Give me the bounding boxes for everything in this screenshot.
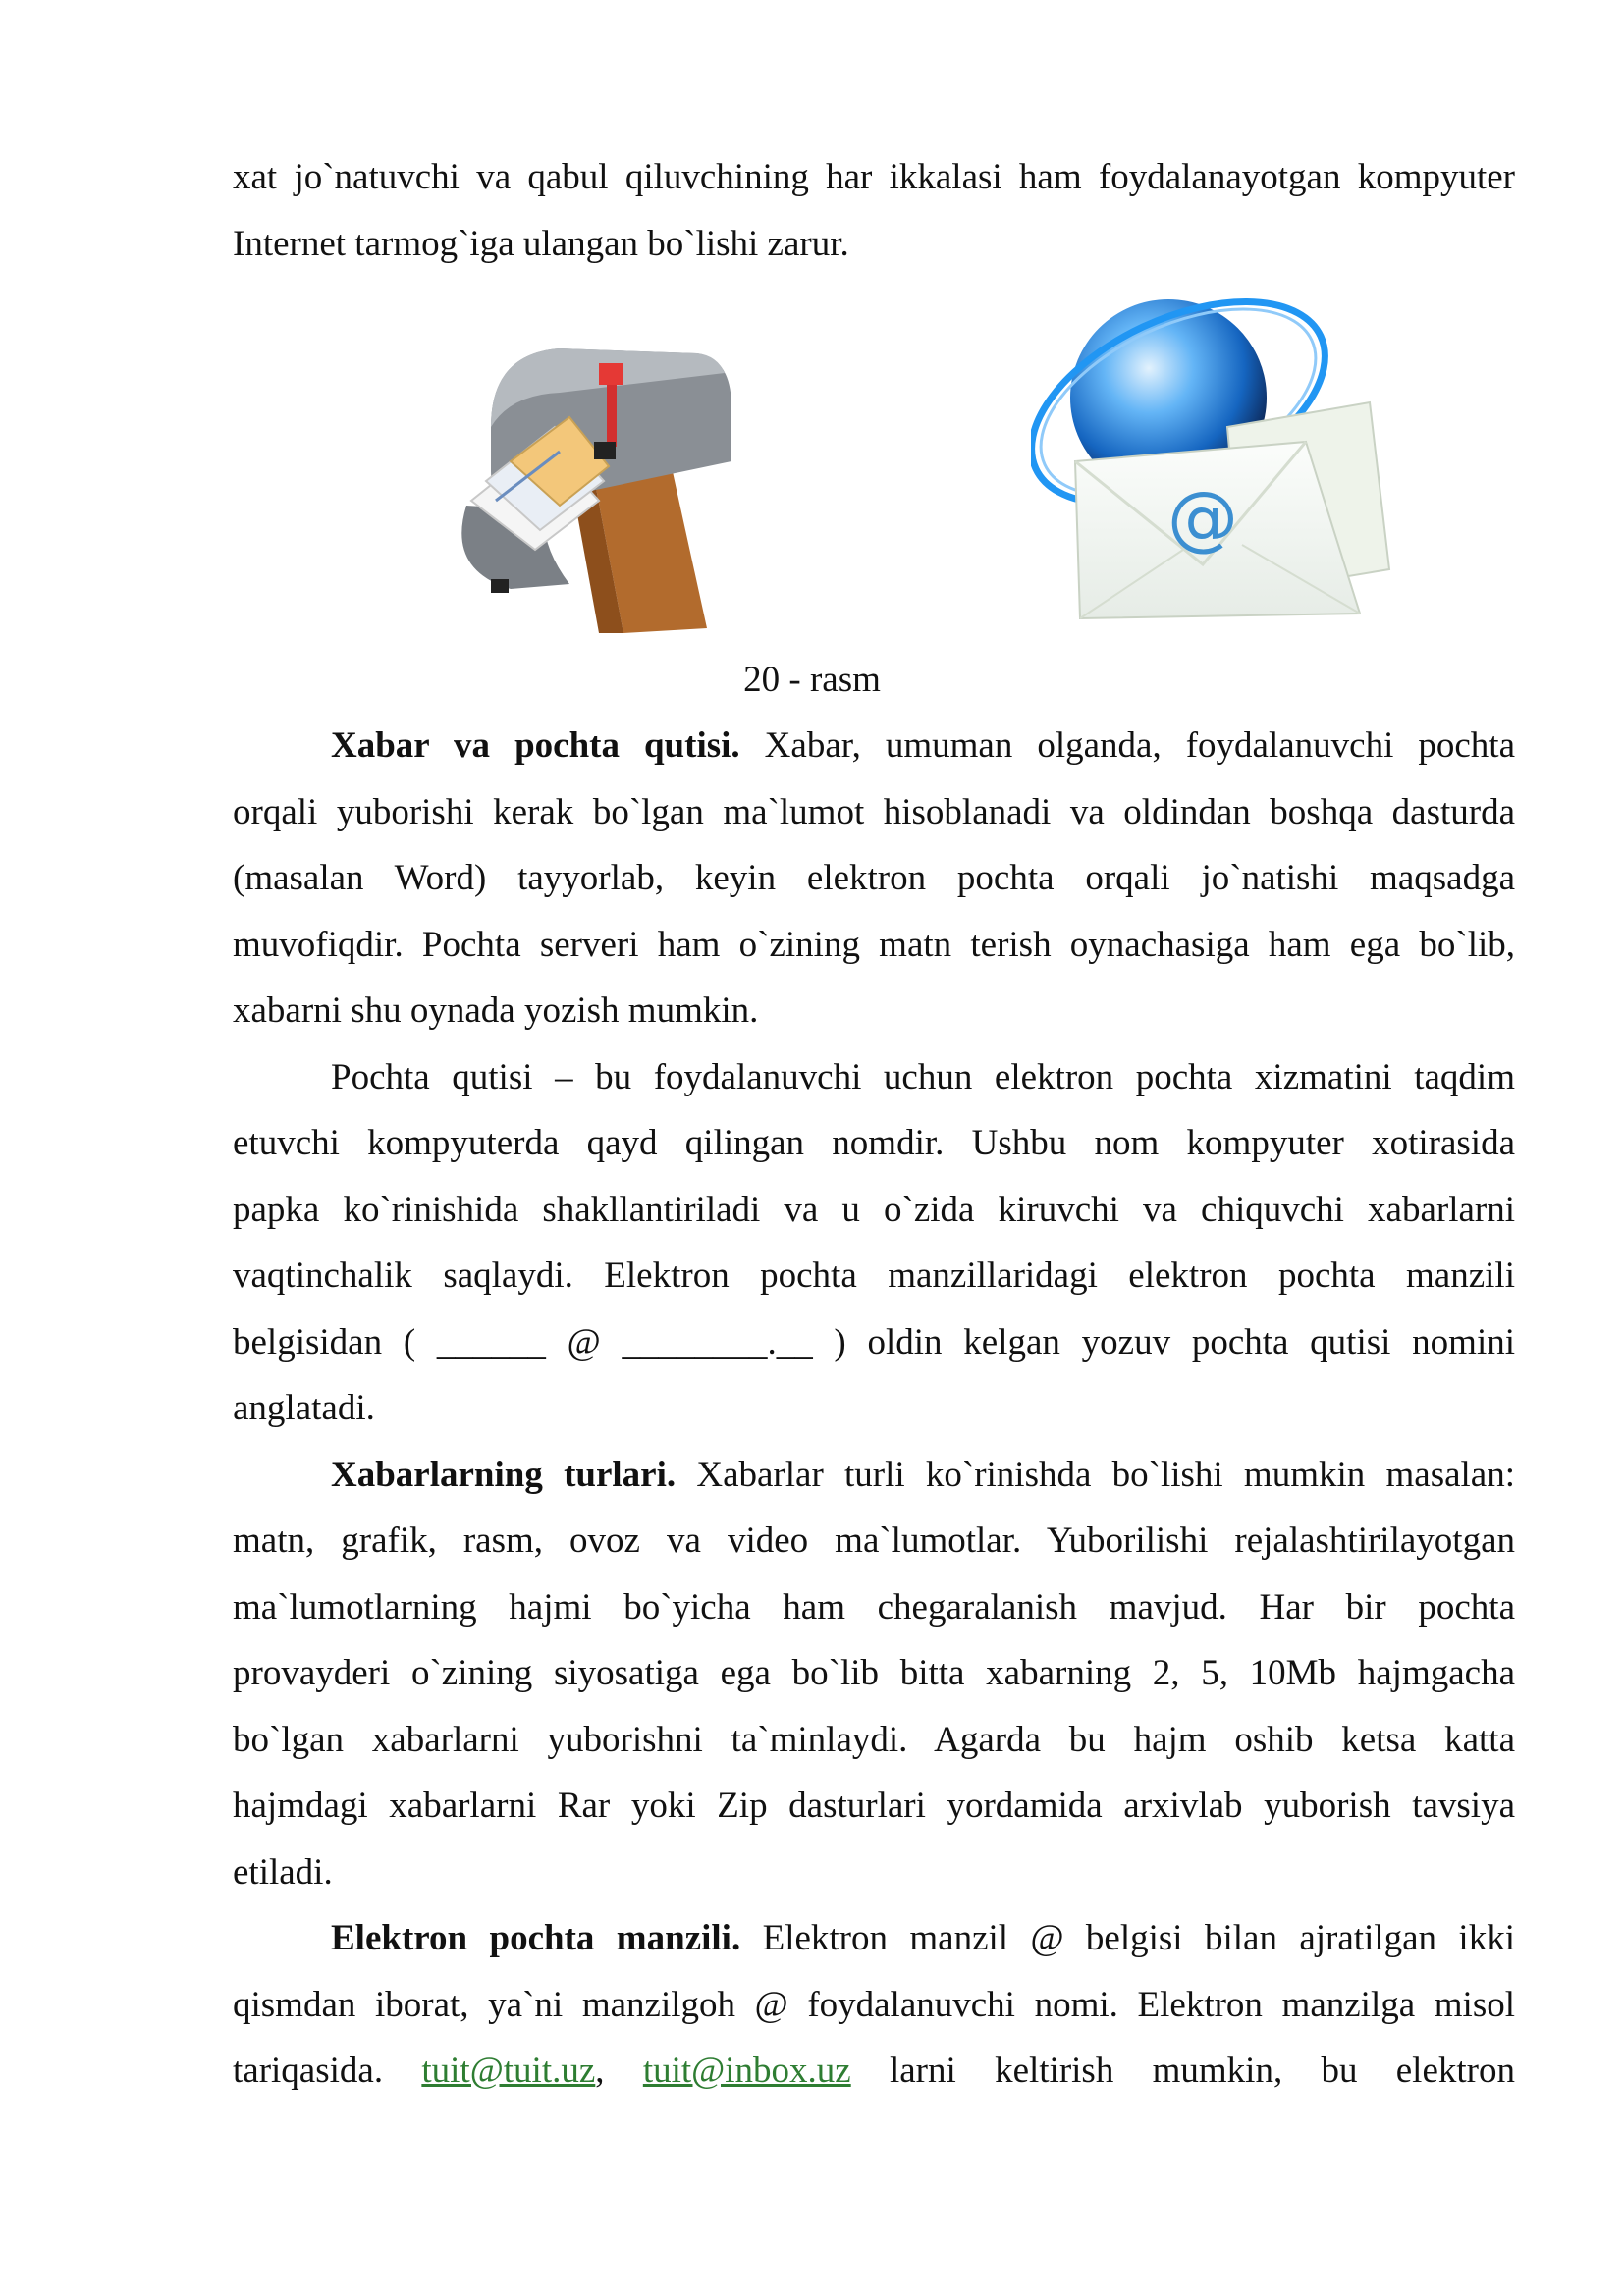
- section-heading: Xabarlarning turlari.: [331, 1454, 677, 1495]
- text-line: Xabar va pochta qutisi. Xabar, umuman olganda, foydalanuvchi pochta: [331, 725, 1515, 766]
- figure-caption: 20 - rasm: [743, 660, 881, 700]
- text-line: (masalan Word) tayyorlab, keyin elektron pochta orqali jo`natishi maqsadga: [233, 858, 1515, 898]
- email-globe-image: [1031, 285, 1404, 633]
- text-line: provayderi o`zining siyosatiga ega bo`lib bitta xabarning 2, 5, 10Mb hajmgacha: [233, 1653, 1515, 1693]
- section-heading: Xabar va pochta qutisi.: [331, 725, 740, 766]
- intro-text: [233, 144, 1515, 277]
- text-line: etiladi.: [233, 1851, 333, 1893]
- text-line: Internet tarmog`iga ulangan bo`lishi zarur.: [233, 223, 849, 264]
- text-line: ma`lumotlarning hajmi bo`yicha ham chegaralanish mavjud. Har bir pochta: [233, 1586, 1515, 1628]
- text-line: hajmdagi xabarlarni Rar yoki Zip dasturlari yordamida arxivlab yuborish tavsiya: [233, 1786, 1515, 1826]
- at-sign-icon: @: [1167, 476, 1238, 559]
- text-line: etuvchi kompyuterda qayd qilingan nomdir. Ushbu nom kompyuter xotirasida: [233, 1123, 1515, 1163]
- mailbox-image: [452, 334, 736, 633]
- text-line: Pochta qutisi – bu foydalanuvchi uchun elektron pochta xizmatini taqdim: [331, 1056, 1515, 1097]
- email-link-tuit[interactable]: tuit@tuit.uz: [421, 2051, 596, 2091]
- text-line: Xabarlarning turlari. Xabarlar turli ko`rinishda bo`lishi mumkin masalan:: [331, 1454, 1515, 1495]
- text-line: qismdan iborat, ya`ni manzilgoh @ foydalanuvchi nomi. Elektron manzilga misol: [233, 1984, 1515, 2025]
- text-line: tariqasida. tuit@tuit.uz, tuit@inbox.uz larni keltirish mumkin, bu elektron: [233, 2051, 1515, 2091]
- text-line: belgisidan ( ______ @ ________.__ ) oldin kelgan yozuv pochta qutisi nomini: [233, 1321, 1515, 1362]
- email-link-inbox[interactable]: tuit@inbox.uz: [642, 2051, 851, 2091]
- text-line: muvofiqdir. Pochta serveri ham o`zining matn terish oynachasiga ham ega bo`lib,: [233, 924, 1515, 965]
- text-line: Elektron pochta manzili. Elektron manzil @ belgisi bilan ajratilgan ikki: [331, 1918, 1515, 1958]
- text-line: matn, grafik, rasm, ovoz va video ma`lumotlar. Yuborilishi rejalashtirilayotgan: [233, 1521, 1515, 1561]
- body-text: [233, 713, 1515, 2105]
- text-line: xat jo`natuvchi va qabul qiluvchining har ikkalasi ham foydalanayotgan kompyuter: [233, 157, 1515, 197]
- text-line: vaqtinchalik saqlaydi. Elektron pochta manzillaridagi elektron pochta manzili: [233, 1255, 1515, 1296]
- text-line: papka ko`rinishida shakllantiriladi va u o`zida kiruvchi va chiquvchi xabarlarni: [233, 1189, 1515, 1230]
- text-line: xabarni shu oynada yozish mumkin.: [233, 990, 759, 1031]
- text-line: orqali yuborishi kerak bo`lgan ma`lumot hisoblanadi va oldindan boshqa dasturda: [233, 791, 1515, 832]
- text-line: anglatadi.: [233, 1388, 375, 1428]
- text-line: bo`lgan xabarlarni yuborishni ta`minlaydi. Agarda bu hajm oshib ketsa katta: [233, 1719, 1515, 1760]
- section-heading: Elektron pochta manzili.: [331, 1918, 741, 1958]
